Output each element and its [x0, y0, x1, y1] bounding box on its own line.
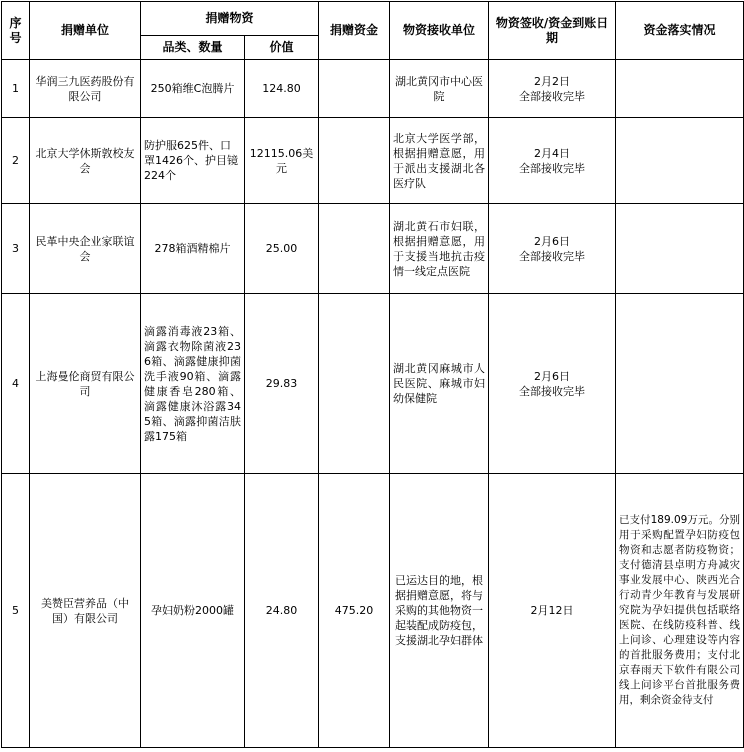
row-seq: 5 [2, 474, 30, 748]
row-goods-value: 124.80 [245, 60, 319, 118]
row-goods-type: 278箱酒精棉片 [141, 204, 245, 294]
header-goods-value: 价值 [245, 36, 319, 60]
row-funds [319, 204, 390, 294]
row-funds: 475.20 [319, 474, 390, 748]
row-goods-type: 250箱维C泡腾片 [141, 60, 245, 118]
table-row [2, 60, 744, 118]
row-date: 2月6日 全部接收完毕 [489, 204, 616, 294]
donation-table [1, 1, 744, 748]
header-funds: 捐赠资金 [319, 2, 390, 60]
row-goods-value: 25.00 [245, 204, 319, 294]
row-recipient: 已运达目的地，根据捐赠意愿，将与采购的其他物资一起装配成防疫包，支援湖北孕妇群体 [390, 474, 489, 748]
table-row [2, 204, 744, 294]
header-implementation: 资金落实情况 [616, 2, 744, 60]
row-goods-value: 24.80 [245, 474, 319, 748]
table-row [2, 118, 744, 204]
row-seq: 4 [2, 294, 30, 474]
row-goods-type: 孕妇奶粉2000罐 [141, 474, 245, 748]
row-implementation [616, 294, 744, 474]
row-seq: 1 [2, 60, 30, 118]
row-funds [319, 294, 390, 474]
row-donor: 上海曼伦商贸有限公司 [30, 294, 141, 474]
row-date: 2月2日 全部接收完毕 [489, 60, 616, 118]
row-donor: 华润三九医药股份有限公司 [30, 60, 141, 118]
header-seq: 序号 [2, 2, 30, 60]
row-recipient: 湖北黄石市妇联，根据捐赠意愿，用于支援当地抗击疫情一线定点医院 [390, 204, 489, 294]
row-recipient: 北京大学医学部，根据捐赠意愿，用于派出支援湖北各医疗队 [390, 118, 489, 204]
header-goods: 捐赠物资 [141, 2, 319, 36]
row-donor: 美赞臣营养品（中国）有限公司 [30, 474, 141, 748]
row-seq: 2 [2, 118, 30, 204]
row-date: 2月12日 [489, 474, 616, 748]
row-funds [319, 60, 390, 118]
header-goods-type: 品类、数量 [141, 36, 245, 60]
header-recipient: 物资接收单位 [390, 2, 489, 60]
table-row [2, 474, 744, 748]
table-row [2, 294, 744, 474]
row-implementation [616, 60, 744, 118]
row-goods-value: 12115.06美元 [245, 118, 319, 204]
row-implementation [616, 204, 744, 294]
row-goods-value: 29.83 [245, 294, 319, 474]
row-recipient: 湖北黄冈麻城市人民医院、麻城市妇幼保健院 [390, 294, 489, 474]
row-date: 2月6日 全部接收完毕 [489, 294, 616, 474]
row-date: 2月4日 全部接收完毕 [489, 118, 616, 204]
row-implementation: 已支付189.09万元。分别用于采购配置孕妇防疫包物资和志愿者防疫物资；支付德清县卓明方舟减灾事业发展中心、陕西光合行动青少年教育与发展研究院为孕妇提供包括联络医院、在线防疫科普、线上问诊、心理建设等内容的首批服务费用；支付北京春雨天下软件有限公司线上问诊平台首批服务费用，剩余资金待支付 [616, 474, 744, 748]
row-funds [319, 118, 390, 204]
header-date: 物资签收/资金到账日期 [489, 2, 616, 60]
row-seq: 3 [2, 204, 30, 294]
row-donor: 民革中央企业家联谊会 [30, 204, 141, 294]
row-goods-type: 滴露消毒液23箱、滴露衣物除菌液236箱、滴露健康抑菌洗手液90箱、滴露健康香皂280箱、滴露健康沐浴露345箱、滴露抑菌洁肤露175箱 [141, 294, 245, 474]
row-goods-type: 防护服625件、口罩1426个、护目镜224个 [141, 118, 245, 204]
row-implementation [616, 118, 744, 204]
row-recipient: 湖北黄冈市中心医院 [390, 60, 489, 118]
row-donor: 北京大学休斯敦校友会 [30, 118, 141, 204]
header-donor: 捐赠单位 [30, 2, 141, 60]
